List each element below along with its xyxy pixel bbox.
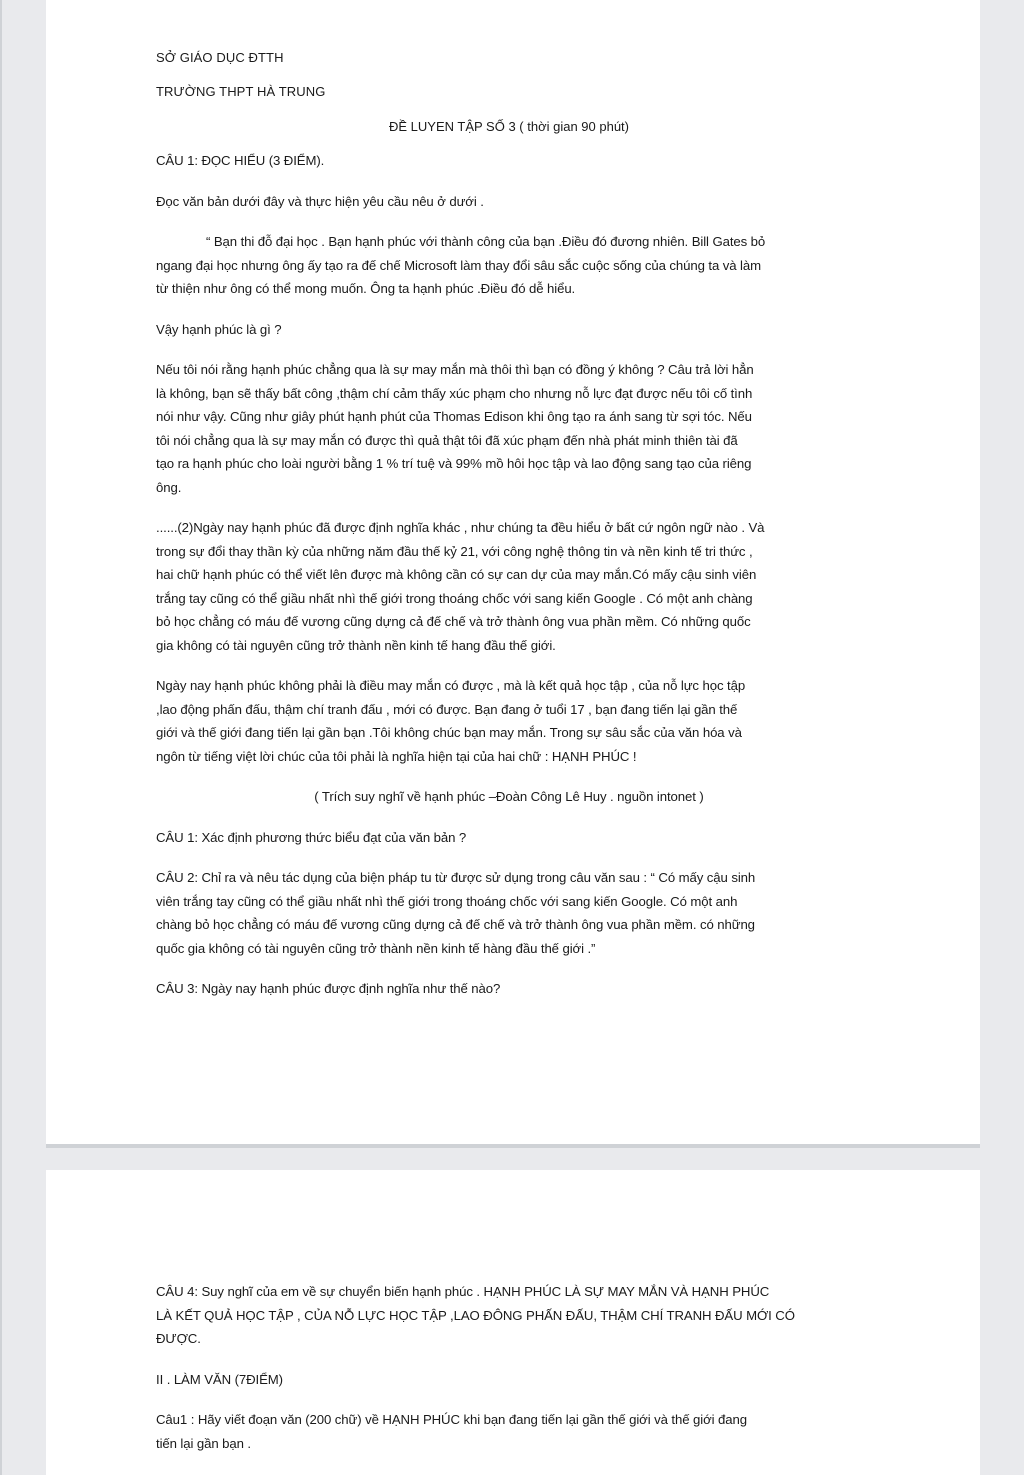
question-line: chàng bỏ học chẳng có máu đế vương cũng dựng cả đế chế và trở thành ông vua phần mềm. có những bbox=[156, 917, 755, 932]
question-line: viên trắng tay cũng có thể giầu nhất nhì thế giới trong thoáng chốc với sang kiến Google. Có một anh bbox=[156, 893, 738, 909]
passage-paragraph-4 bbox=[156, 674, 862, 768]
section-writing-heading: II . LÀM VĂN (7ĐIỂM) bbox=[156, 1371, 283, 1387]
document-page-2 bbox=[46, 1170, 980, 1475]
header-school: TRƯỜNG THPT HÀ TRUNG bbox=[156, 84, 326, 99]
passage-line: hai chữ hạnh phúc có thể viết lên được mà không cần có sự can dự của may mắn.Có mấy cậu sinh viên bbox=[156, 567, 757, 582]
question-3: CÂU 3: Ngày nay hạnh phúc được định nghĩa như thế nào? bbox=[156, 981, 501, 996]
passage-line: Ngày nay hạnh phúc không phải là điều may mắn có được , mà là kết quả học tập , của nỗ lực học tập bbox=[156, 678, 746, 693]
passage-line: tạo ra hạnh phúc cho loài người bằng 1 % trí tuệ và 99% mồ hôi học tập và lao động sang tạo của riêng bbox=[156, 456, 752, 471]
viewer-left-border bbox=[0, 0, 2, 1475]
header-department: SỞ GIÁO DỤC ĐTTH bbox=[156, 50, 284, 65]
passage-line: nói như vậy. Cũng như giây phút hạnh phút của Thomas Edison khi ông tạo ra ánh sang từ sợi tóc. Nếu bbox=[156, 409, 752, 424]
passage-line: từ thiện như ông có thể mong muốn. Ông ta hạnh phúc .Điều đó dễ hiểu. bbox=[156, 281, 576, 296]
passage-citation: ( Trích suy nghĩ về hạnh phúc –Đoàn Công Lê Huy . nguồn intonet ) bbox=[314, 789, 704, 804]
passage-paragraph-3 bbox=[156, 516, 862, 657]
passage-line: ,lao động phấn đấu, thậm chí tranh đấu , mới có được. Bạn đang ở tuổi 17 , bạn đang tiến lại gần thế bbox=[156, 701, 738, 717]
passage-line: “ Bạn thi đỗ đại học . Bạn hạnh phúc với thành công của bạn .Điều đó đương nhiên. Bill Gates bỏ bbox=[206, 234, 766, 249]
question-line: CÂU 2: Chỉ ra và nêu tác dụng của biện pháp tu từ được sử dụng trong câu văn sau : “ Có mấy cậu sinh bbox=[156, 870, 756, 885]
document-page-1 bbox=[46, 0, 980, 1144]
question-4 bbox=[156, 1280, 862, 1351]
question-line: ĐƯỢC. bbox=[156, 1331, 201, 1346]
task-line: Câu1 : Hãy viết đoạn văn (200 chữ) về HẠNH PHÚC khi bạn đang tiến lại gần thế giới và thế giới đang bbox=[156, 1412, 747, 1427]
passage-line: bỏ học chẳng có máu đế vương cũng dựng cả đế chế và trở thành ông vua phần mềm. Có những quốc bbox=[156, 614, 751, 629]
page-separator bbox=[46, 1144, 980, 1148]
passage-line: trắng tay cũng có thể giầu nhất nhì thế giới trong thoáng chốc với sang kiến Google . Có một anh chàng bbox=[156, 590, 753, 606]
passage-line: ngôn từ tiếng việt lời chúc của tôi phải là nghĩa hiện tại của hai chữ : HẠNH PHÚC ! bbox=[156, 748, 637, 764]
section-reading-heading: CÂU 1: ĐỌC HIỂU (3 ĐIỂM). bbox=[156, 153, 325, 168]
reading-instruction: Đọc văn bản dưới đây và thực hiện yêu cầu nêu ở dưới . bbox=[156, 193, 484, 209]
exam-title: ĐỀ LUYEN TẬP SỐ 3 ( thời gian 90 phút) bbox=[389, 119, 629, 134]
question-line: CÂU 4: Suy nghĩ của em về sự chuyển biến hạnh phúc . HẠNH PHÚC LÀ SỰ MAY MẮN VÀ HẠNH PHÚC bbox=[156, 1284, 770, 1299]
passage-paragraph-1 bbox=[156, 230, 862, 301]
task-line: tiến lại gần bạn . bbox=[156, 1435, 251, 1451]
passage-line: trong sự đổi thay thần kỳ của những năm đầu thế kỷ 21, với công nghệ thông tin và nền kinh tế tri thức , bbox=[156, 543, 753, 559]
passage-line: Nếu tôi nói rằng hạnh phúc chẳng qua là sự may mắn mà thôi thì bạn có đồng ý không ? Câu trả lời hẳn bbox=[156, 362, 754, 377]
question-line: LÀ KẾT QUẢ HỌC TẬP , CỦA NỖ LỰC HỌC TẬP ,LAO ĐÔNG PHẤN ĐẤU, THẬM CHÍ TRANH ĐẤU MỚI CÓ bbox=[156, 1307, 795, 1323]
passage-line: ......(2)Ngày nay hạnh phúc đã được định nghĩa khác , như chúng ta đều hiểu ở bất cứ ngôn ngữ nào . Và bbox=[156, 520, 765, 535]
passage-line: giới và thế giới đang tiến lại gần bạn .Tôi không chúc bạn may mắn. Trong sự sâu sắc của văn hóa và bbox=[156, 725, 742, 740]
question-line: quốc gia không có tài nguyên cũng trở thành nền kinh tế hàng đầu thế giới .” bbox=[156, 940, 596, 956]
passage-line: gia không có tài nguyên cũng trở thành nền kinh tế hang đầu thế giới. bbox=[156, 637, 556, 653]
passage-line: ông. bbox=[156, 479, 182, 495]
passage-paragraph-2 bbox=[156, 358, 862, 499]
passage-line: ngang đại học nhưng ông ấy tạo ra đế chế Microsoft làm thay đổi sâu sắc cuộc sống của chúng ta và làm bbox=[156, 257, 761, 273]
question-1: CÂU 1: Xác định phương thức biểu đạt của văn bản ? bbox=[156, 829, 467, 845]
passage-line: tôi nói chẳng qua là sự may mắn có được thì quả thật tôi đã xúc phạm đến nhà phát minh thiên tài đã bbox=[156, 432, 738, 448]
question-2 bbox=[156, 866, 862, 960]
passage-question-line: Vậy hạnh phúc là gì ? bbox=[156, 321, 282, 337]
passage-line: là không, bạn sẽ thấy bất công ,thậm chí cảm thấy xúc phạm cho nhưng nỗ lực đạt được nếu tôi cố tình bbox=[156, 385, 753, 401]
writing-task-1 bbox=[156, 1408, 862, 1455]
